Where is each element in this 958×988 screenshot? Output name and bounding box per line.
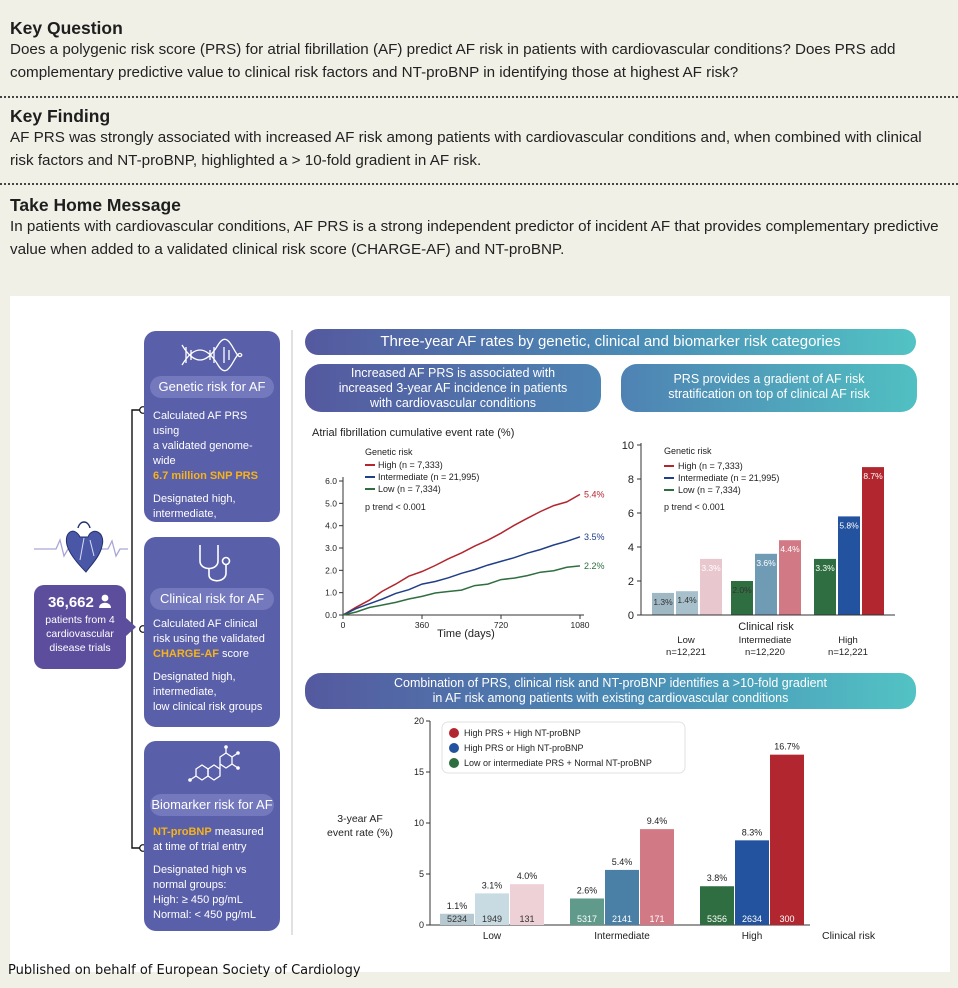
series-line-high xyxy=(343,494,580,615)
y-tick-label: 6 xyxy=(627,508,634,520)
group-n-label: n=12,221 xyxy=(828,647,868,658)
key-finding-text: AF PRS was strongly associated with increased AF risk among patients with cardiovascular conditions and, when combined with clinical risk factors and NT-proBNP, highlighted a > 10-fold gradient in AF risk. xyxy=(10,129,922,169)
legend-title: Genetic risk xyxy=(365,447,413,457)
y-tick-label: 10 xyxy=(413,818,424,828)
biomarker-desc-4: Normal: < 450 pg/mL xyxy=(153,909,257,921)
y-tick-label: 1.0 xyxy=(325,587,337,598)
genetic-desc-1: Designated high, xyxy=(153,493,236,505)
clinical-desc-2: intermediate, xyxy=(153,686,217,698)
legend-label: High PRS or High NT-proBNP xyxy=(464,743,584,753)
y-tick-label: 8 xyxy=(627,474,634,486)
line-chart-title: Atrial fibrillation cumulative event rate (%) xyxy=(312,427,515,439)
x-axis-label: Clinical risk xyxy=(822,930,876,942)
y-tick-label: 0 xyxy=(418,920,424,930)
x-tick-label: 360 xyxy=(414,620,430,630)
y-tick-label: 4 xyxy=(627,542,634,554)
legend-label: Intermediate (n = 21,995) xyxy=(378,472,480,482)
biomarker-line-1: measured xyxy=(211,826,264,838)
bar-value-label: 1.1% xyxy=(446,900,468,911)
bar-value-label: 3.3% xyxy=(701,562,721,573)
genetic-snp-highlight: 6.7 million SNP PRS xyxy=(153,470,258,482)
bar-value-label: 8.7% xyxy=(863,471,883,482)
genetic-card-title: Genetic risk for AF xyxy=(150,376,274,398)
group-label: Intermediate xyxy=(738,635,792,646)
legend-label: High (n = 7,333) xyxy=(678,461,743,471)
category-label: Low xyxy=(482,931,502,942)
header-b-line-1: PRS provides a gradient of AF risk xyxy=(673,372,865,386)
bar-count-label: 5356 xyxy=(706,914,728,924)
y-tick-label: 5 xyxy=(418,869,424,879)
take-home-text: In patients with cardiovascular conditions, AF PRS is a strong independent predictor of incident AF that provides complementary predictive value when added to a validated clinical risk score (CHARGE-AF) and NT-proBNP. xyxy=(10,218,939,258)
y-axis-label: event rate (%) xyxy=(327,827,393,839)
bar-value-label: 5.8% xyxy=(839,520,859,531)
group-n-label: n=12,221 xyxy=(666,647,706,658)
header-c-line-1: Combination of PRS, clinical risk and NT-proBNP identifies a >10-fold gradient xyxy=(394,676,827,690)
genetic-desc-3: low genetic risk groups xyxy=(153,523,265,535)
bar-value-label: 3.6% xyxy=(756,557,776,568)
bar-value-label: 5.4% xyxy=(611,856,633,867)
bar-count-label: 131 xyxy=(519,914,535,924)
bar-count-label: 171 xyxy=(649,914,665,924)
p-trend-label: p trend < 0.001 xyxy=(664,502,725,512)
clinical-line-1: Calculated AF clinical xyxy=(153,618,258,630)
patient-count: 36,662 xyxy=(47,594,94,611)
legend-label: Low or intermediate PRS + Normal NT-proBNP xyxy=(464,758,652,768)
genetic-line-2: a validated genome-wide xyxy=(153,440,253,467)
legend-dot xyxy=(449,743,459,753)
biomarker-card-title: Biomarker risk for AF xyxy=(150,794,274,816)
bar-count-label: 2141 xyxy=(611,914,633,924)
bar-value-label: 3.3% xyxy=(815,562,835,573)
end-value-label: 5.4% xyxy=(584,489,605,500)
end-value-label: 3.5% xyxy=(584,531,605,542)
y-tick-label: 2.0 xyxy=(325,565,337,576)
bar xyxy=(770,755,804,925)
clinical-line-2: risk using the validated xyxy=(153,633,265,645)
bar-value-label: 2.6% xyxy=(576,885,598,896)
bar-count-label: 1949 xyxy=(481,914,503,924)
bar xyxy=(735,840,769,925)
patient-desc-2: cardiovascular xyxy=(46,628,114,640)
patient-desc-3: disease trials xyxy=(49,642,111,654)
bar-value-label: 1.3% xyxy=(653,596,673,607)
bar-value-label: 3.1% xyxy=(481,880,503,891)
y-tick-label: 15 xyxy=(413,767,424,777)
y-axis-label: 3-year AF xyxy=(337,813,383,825)
key-finding-heading: Key Finding xyxy=(10,106,111,126)
biomarker-line-2: at time of trial entry xyxy=(153,841,247,853)
group-label: High xyxy=(838,635,858,646)
bar-value-label: 3.8% xyxy=(706,873,728,884)
genetic-line-1: Calculated AF PRS using xyxy=(153,410,248,437)
end-value-label: 2.2% xyxy=(584,560,605,571)
genetic-desc-2: intermediate, xyxy=(153,508,217,520)
x-tick-label: 720 xyxy=(493,620,509,630)
bar-value-label: 4.4% xyxy=(780,544,800,555)
bar-value-label: 9.4% xyxy=(646,816,668,827)
p-trend-label: p trend < 0.001 xyxy=(365,502,426,512)
biomarker-desc-2: normal groups: xyxy=(153,879,227,891)
series-line-intermediate xyxy=(343,537,580,615)
header-c-line-2: in AF risk among patients with existing cardiovascular conditions xyxy=(432,691,789,705)
biomarker-desc-3: High: ≥ 450 pg/mL xyxy=(153,894,243,906)
bar xyxy=(640,829,674,925)
header-a-line-2: increased 3-year AF incidence in patients xyxy=(338,381,568,395)
y-tick-label: 5.0 xyxy=(325,498,337,509)
legend-label: High PRS + High NT-proBNP xyxy=(464,728,581,738)
y-tick-label: 4.0 xyxy=(325,520,337,531)
bar xyxy=(838,516,860,615)
legend-title: Genetic risk xyxy=(664,446,712,456)
category-label: High xyxy=(741,931,763,942)
group-label: Low xyxy=(677,635,695,646)
clinical-card-title: Clinical risk for AF xyxy=(150,588,274,610)
clinical-desc-1: Designated high, xyxy=(153,671,236,683)
bar-value-label: 2.0% xyxy=(732,585,752,595)
key-question-text: Does a polygenic risk score (PRS) for atrial fibrillation (AF) predict AF risk in patients with cardiovascular conditions? Does PRS add complementary predictive value to clinical risk factors and NT-proBNP in identifying those at highest AF risk? xyxy=(10,41,896,81)
header-a-line-3: with cardiovascular conditions xyxy=(369,396,537,410)
header-a-line-1: Increased AF PRS is associated with xyxy=(350,366,556,380)
bar xyxy=(862,467,884,615)
y-tick-label: 10 xyxy=(621,440,634,452)
bar-value-label: 4.0% xyxy=(516,871,538,882)
legend-label: High (n = 7,333) xyxy=(378,460,443,470)
bar-value-label: 16.7% xyxy=(774,741,800,752)
legend-dot xyxy=(449,758,459,768)
bar-value-label: 8.3% xyxy=(741,827,763,838)
bar-count-label: 300 xyxy=(779,914,795,924)
bar-value-label: 1.4% xyxy=(677,595,697,606)
clinical-desc-3: low clinical risk groups xyxy=(153,701,263,713)
patient-desc-1: patients from 4 xyxy=(45,614,115,626)
bar-count-label: 5234 xyxy=(446,914,468,924)
y-tick-label: 20 xyxy=(413,716,424,726)
take-home-heading: Take Home Message xyxy=(10,195,181,215)
x-axis-label: Time (days) xyxy=(437,628,495,640)
legend-label: Intermediate (n = 21,995) xyxy=(678,473,780,483)
clinical-line-3: score xyxy=(219,648,249,660)
y-tick-label: 0 xyxy=(627,610,634,622)
legend-label: Low (n = 7,334) xyxy=(678,485,741,495)
y-tick-label: 2 xyxy=(627,576,634,588)
y-tick-label: 3.0 xyxy=(325,543,337,553)
charge-af-highlight: CHARGE-AF xyxy=(153,648,219,660)
x-axis-label: Clinical risk xyxy=(738,621,794,633)
header-main: Three-year AF rates by genetic, clinical and biomarker risk categories xyxy=(305,329,916,355)
category-label: Intermediate xyxy=(594,931,650,942)
biomarker-desc-1: Designated high vs xyxy=(153,864,247,876)
key-question-heading: Key Question xyxy=(10,18,123,38)
x-tick-label: 1080 xyxy=(570,620,590,630)
bar-count-label: 5317 xyxy=(576,914,598,924)
legend-dot xyxy=(449,728,459,738)
legend-label: Low (n = 7,334) xyxy=(378,484,441,494)
footer-note: Published on behalf of European Society of Cardiology xyxy=(8,963,361,978)
bar-count-label: 2634 xyxy=(741,914,763,924)
x-tick-label: 0 xyxy=(340,620,346,630)
ntprobnp-highlight: NT-proBNP xyxy=(153,826,212,838)
y-tick-label: 6.0 xyxy=(325,476,337,486)
y-tick-label: 0.0 xyxy=(325,610,337,620)
group-n-label: n=12,220 xyxy=(745,647,785,658)
header-b-line-2: stratification on top of clinical AF risk xyxy=(668,387,870,401)
